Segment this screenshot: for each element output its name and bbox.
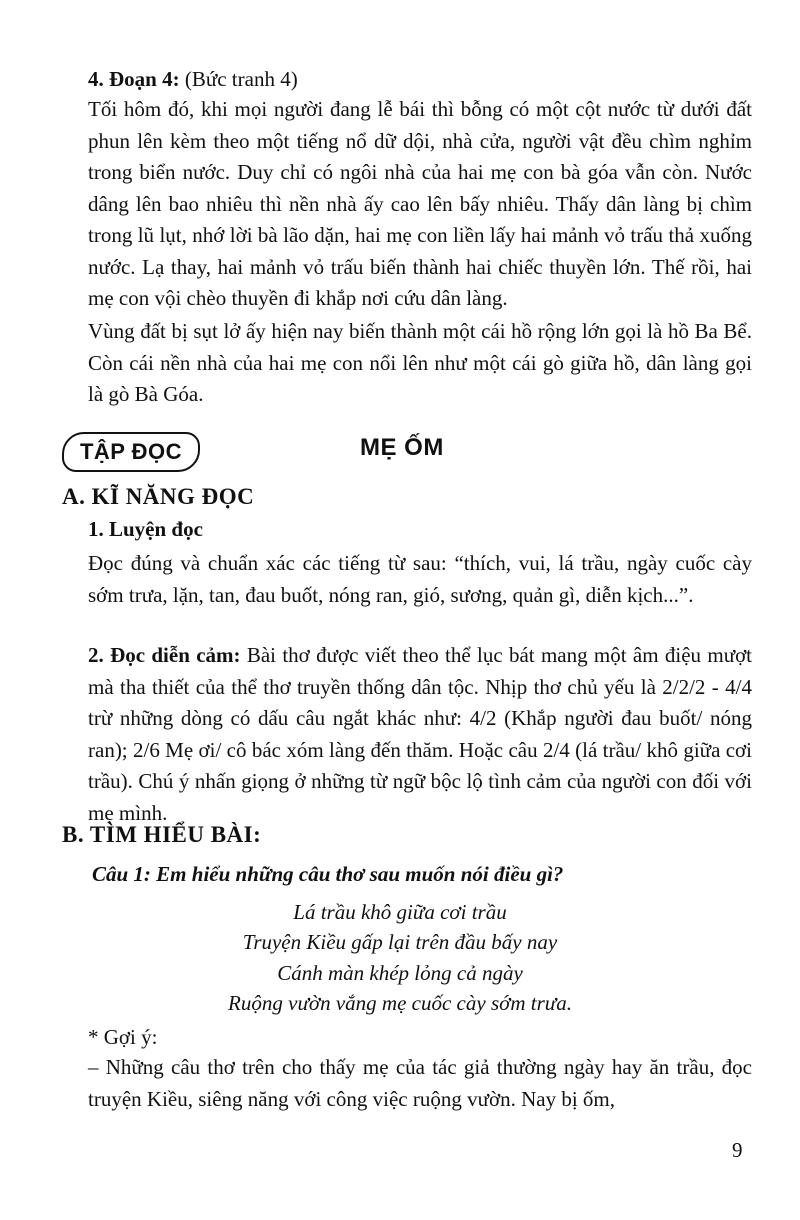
poem-line: Lá trầu khô giữa cơi trầu	[293, 900, 507, 924]
lesson-title: MẸ ỐM	[360, 434, 444, 461]
poem-line: Truyện Kiều gấp lại trên đầu bấy nay	[242, 930, 558, 954]
lesson-type-badge: TẬP ĐỌC	[62, 432, 200, 472]
hint-text: – Những câu thơ trên cho thấy mẹ của tác giả thường ngày hay ăn trầu, đọc truyện Kiều, siêng năng với công việc ruộng vườn. Nay bị ốm,	[88, 1055, 752, 1111]
poem-line: Cánh màn khép lỏng cả ngày	[277, 961, 523, 985]
section4-tag: (Bức tranh 4)	[184, 67, 298, 91]
hint-label: * Gợi ý:	[88, 1025, 158, 1049]
part-a-heading: A. KĨ NĂNG ĐỌC	[62, 484, 255, 509]
section4-heading	[88, 64, 752, 96]
part-a-sub2-label: 2. Đọc diễn cảm:	[88, 643, 241, 667]
section4-label: 4. Đoạn 4:	[88, 67, 180, 91]
part-a-sub1-text: Đọc đúng và chuẩn xác các tiếng từ sau: “thích, vui, lá trầu, ngày cuốc cày sớm trưa, lặn, tan, đau buốt, nóng ran, gió, sương, quản gì, diễn kịch...”.	[88, 551, 752, 607]
page-number: 9	[732, 1138, 743, 1162]
section4-paragraph-1: Tối hôm đó, khi mọi người đang lễ bái thì bỗng có một cột nước từ dưới đất phun lên kèm theo một tiếng nổ dữ dội, nhà cửa, người vật đều chìm nghỉm trong biển nước. Duy chỉ có ngôi nhà của hai mẹ con bà góa vẫn còn. Nước dâng lên bao nhiêu thì nền nhà ấy cao lên bấy nhiêu. Thấy dân làng bị chìm trong lũ lụt, nhớ lời bà lão dặn, hai mẹ con liền lấy hai mảnh vỏ trấu thả xuống nước. Lạ thay, hai mảnh vỏ trấu biến thành hai chiếc thuyền lớn. Thế rồi, hai mẹ con vội chèo thuyền đi khắp nơi cứu dân làng.	[88, 97, 752, 310]
question-1: Câu 1: Em hiểu những câu thơ sau muốn nói điều gì?	[92, 862, 564, 886]
part-a-sub2-paragraph	[88, 640, 752, 829]
section4-paragraph-2: Vùng đất bị sụt lở ấy hiện nay biến thành một cái hồ rộng lớn gọi là hồ Ba Bể. Còn cái nền nhà của hai mẹ con nổi lên như một cái gò giữa hồ, dân làng gọi là gò Bà Góa.	[88, 319, 752, 406]
part-a-sub2-text: Bài thơ được viết theo thể lục bát mang một âm điệu mượt mà tha thiết của thể thơ truyền thống dân tộc. Nhịp thơ chủ yếu là 2/2/2 - 4/4 trừ những dòng có dấu câu ngắt khác như: 4/2 (Khắp người đau buốt/ nóng ran); 2/6 Mẹ ơi/ cô bác xóm làng đến thăm. Hoặc câu 2/4 (lá trầu/ khô giữa cơi trầu). Chú ý nhấn giọng ở những từ ngữ bộc lộ tình cảm của người con đối với mẹ mình.	[88, 643, 753, 825]
part-b-heading: B. TÌM HIỂU BÀI:	[62, 822, 262, 847]
part-a-sub1-heading: 1. Luyện đọc	[88, 517, 203, 541]
poem-line: Ruộng vườn vắng mẹ cuốc cày sớm trưa.	[228, 991, 572, 1015]
